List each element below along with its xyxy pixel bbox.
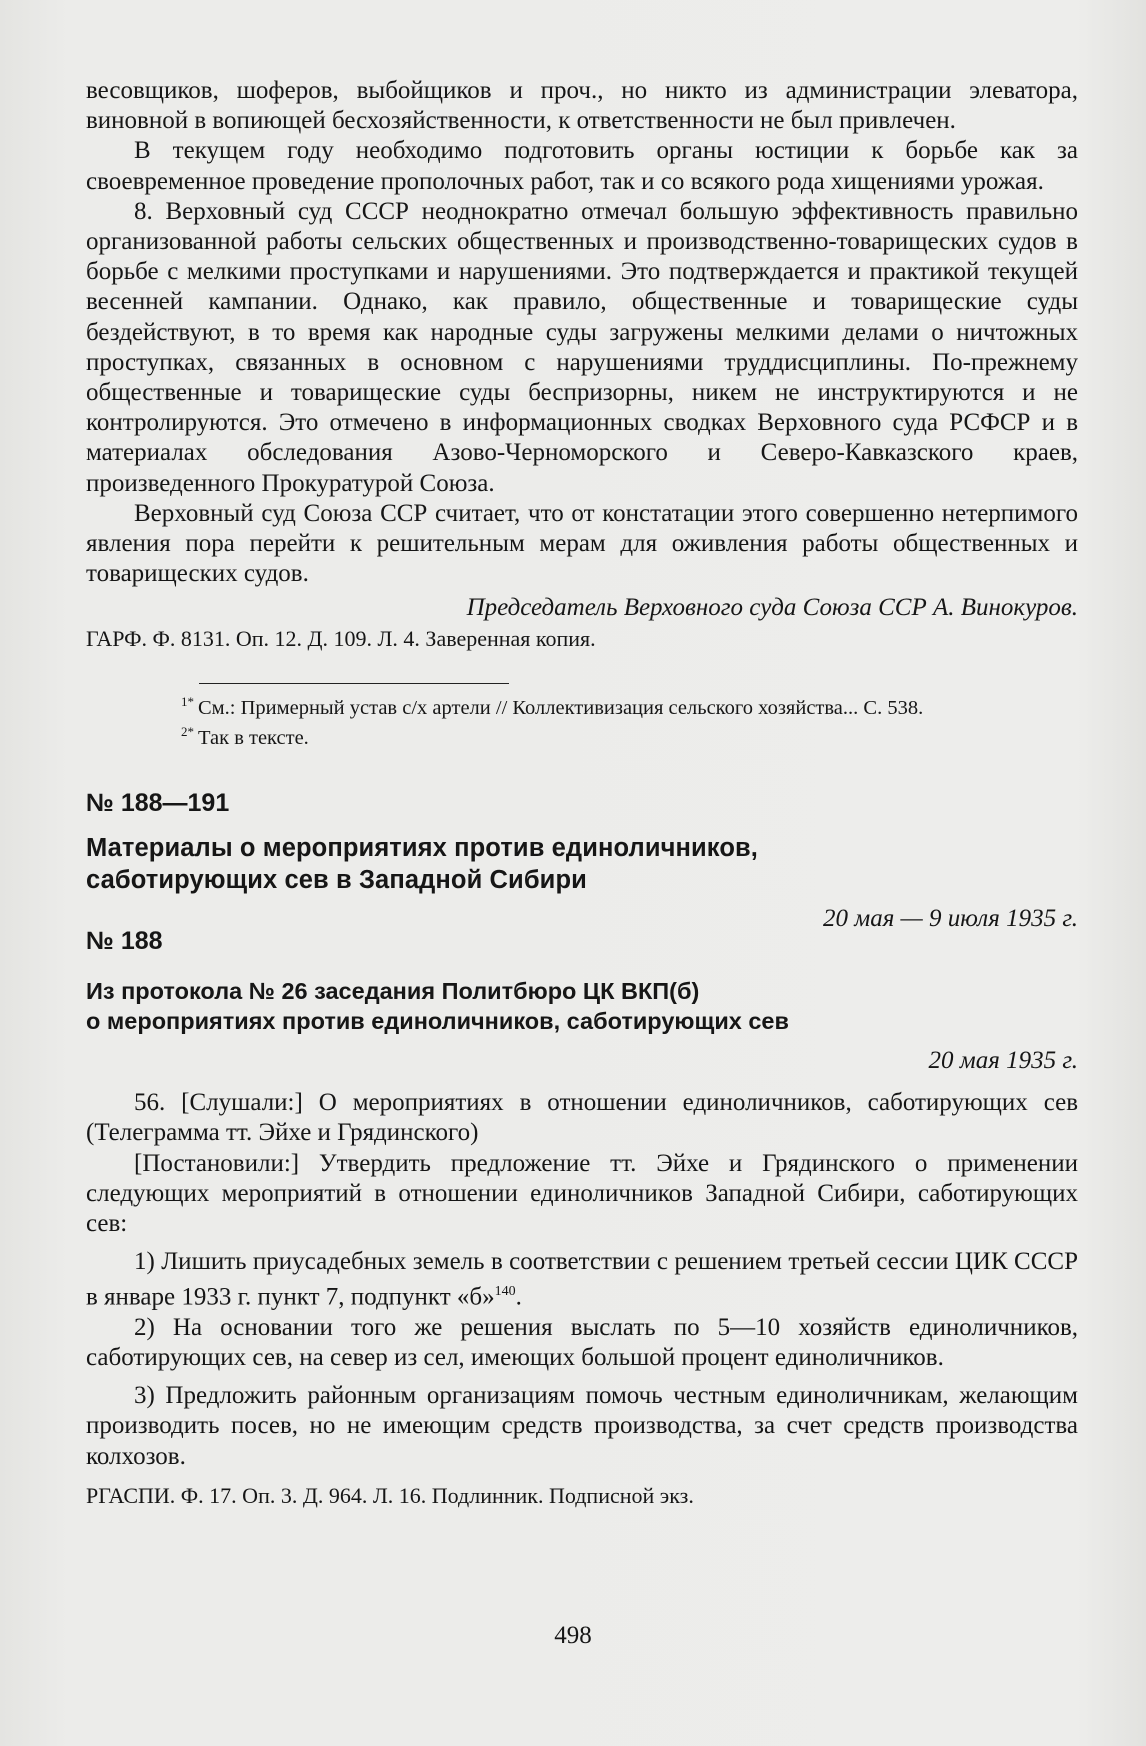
paragraph-resolved: [Постановили:] Утвердить предложение тт. Эйхе и Грядинского о применении следующих мероприятий в отношении единоличников Западной Сибири, саботирующих сев: — [86, 1149, 1078, 1237]
paragraph-supreme-court: Верховный суд Союза ССР считает, что от констатации этого совершенно нетерпимого явления пора перейти к решительным мерам для оживления работы общественных и товарищеских судов. — [86, 499, 1078, 588]
footnote-2-mark: 2* — [181, 724, 194, 740]
page-content — [86, 76, 1078, 1510]
document-date: 20 мая 1935 г. — [928, 1047, 1078, 1075]
section-number: № 188—191 — [86, 789, 230, 818]
source-reference-rgaspi: РГАСПИ. Ф. 17. Оп. 3. Д. 964. Л. 16. Подлинник. Подписной экз. — [86, 1482, 694, 1508]
document-title — [86, 976, 1078, 1036]
footnote-2-text: Так в тексте. — [198, 727, 309, 750]
source-reference-garf: ГАРФ. Ф. 8131. Оп. 12. Д. 109. Л. 4. Заверенная копия. — [86, 626, 596, 652]
list-item-3: 3) Предложить районным организациям помочь честным единоличникам, желающим производить посев, но не имеющим средств производства, за счет средств производства колхозов. — [86, 1382, 1078, 1470]
footnote-divider — [199, 683, 509, 684]
paragraph-heard: 56. [Слушали:] О мероприятиях в отношении единоличников, саботирующих сев (Телеграмма тт. Эйхе и Грядинского) — [86, 1089, 1078, 1147]
list-item-1-end: . — [515, 1283, 522, 1311]
footnote-1 — [86, 690, 1078, 720]
section-title-line-1: Материалы о мероприятиях против единоличников, — [86, 834, 758, 863]
paragraph-point-8: 8. Верховный суд СССР неоднократно отмечал большую эффективность правильно организованной работы сельских общественных и производственно-товарищеских судов в борьбе с мелкими проступками и нарушениями. Это подтверждается и практикой текущей весенней кампании. Однако, как правило, общественные и товарищеские суды бездействуют, в то время как народные суды загружены мелкими делами о ничтожных проступках, связанных в основном с нарушениями труддисциплины. По-прежнему общественные и товарищеские суды беспризорны, никем не инструктируются и не контролируются. Это отмечено в информационных сводках Верховного суда РСФСР и в материалах обследования Азово-Черноморского и Северо-Кавказского краев, произведенного Прокуратурой Союза. — [86, 197, 1078, 497]
paragraph-justice-organs: В текущем году необходимо подготовить органы юстиции к борьбе как за своевременное проведение прополочных работ, так и со всякого рода хищениями урожая. — [86, 137, 1078, 195]
signature-line: Председатель Верховного суда Союза ССР А. Винокуров. — [466, 594, 1078, 622]
list-item-1-text: 1) Лишить приусадебных земель в соответствии с решением третьей сессии ЦИК СССР в январе 1933 г. пункт 7, подпункт «б» — [86, 1248, 1078, 1311]
section-title — [86, 832, 1078, 896]
footnote-1-text: См.: Примерный устав с/х артели // Коллективизация сельского хозяйства... С. 538. — [198, 697, 924, 720]
document-number: № 188 — [86, 927, 163, 956]
document-title-line-1: Из протокола № 26 заседания Политбюро ЦК ВКП(б) — [86, 978, 700, 1005]
section-title-line-2: саботирующих сев в Западной Сибири — [86, 866, 587, 895]
list-item-2: 2) На основании того же решения выслать по 5—10 хозяйств единоличников, саботирующих сев, на север из сел, имеющих большой процент единоличников. — [86, 1313, 1078, 1372]
footnote-1-mark: 1* — [181, 694, 194, 710]
endnote-ref-140: 140 — [494, 1284, 516, 1300]
list-item-1 — [86, 1247, 1078, 1313]
paragraph-elevator: весовщиков, шоферов, выбойщиков и проч., но никто из администрации элеватора, виновной в вопиющей бесхозяйственности, к ответственности не был привлечен. — [86, 77, 1078, 135]
section-date-range: 20 мая — 9 июля 1935 г. — [822, 905, 1078, 933]
page-number: 498 — [554, 1622, 592, 1649]
footnote-2 — [86, 720, 1078, 750]
document-title-line-2: о мероприятиях против единоличников, саботирующих сев — [86, 1008, 789, 1035]
